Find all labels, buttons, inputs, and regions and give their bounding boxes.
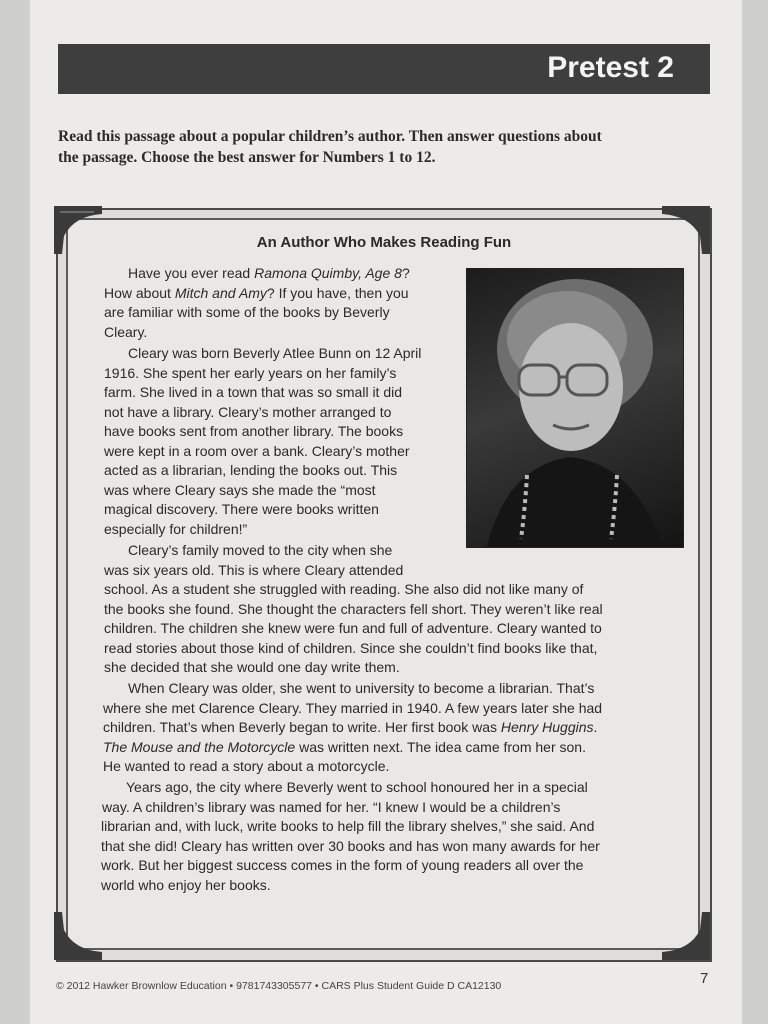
- article-line: [104, 284, 409, 303]
- article-line: [103, 699, 602, 718]
- text-segment: world who enjoy her books.: [101, 876, 271, 893]
- book-title-italic: Henry Huggins: [500, 719, 594, 735]
- footer-page-number: 7: [700, 970, 709, 987]
- text-segment: farm. She lived in a town that was so small it did: [104, 384, 403, 400]
- text-segment: Have you ever read: [128, 265, 255, 281]
- article-line: [128, 344, 421, 363]
- article-line: [104, 658, 400, 677]
- text-segment: way. A children’s library was named for her. “I knew I would be a children’s: [102, 798, 561, 815]
- text-segment: that she did! Cleary has written over 30 books and has won many awards for her: [101, 837, 600, 854]
- article-line: [104, 383, 402, 402]
- article-line: [128, 264, 410, 283]
- text-segment: children. That’s when Beverly began to write. Her first book was: [103, 719, 501, 735]
- text-segment: work. But her biggest success comes in the form of young readers all over the: [101, 857, 584, 873]
- text-segment: He wanted to read a story about a motorcycle.: [103, 758, 390, 774]
- article-line: [128, 679, 594, 698]
- article-line: [128, 541, 392, 560]
- article-line: [104, 639, 597, 658]
- text-segment: 1916. She spent her early years on her family’s: [104, 364, 397, 381]
- text-segment: Years ago, the city where Beverly went to school honoured her in a special: [126, 779, 588, 795]
- book-title-italic: Ramona Quimby, Age 8: [254, 265, 402, 281]
- article-line: [101, 856, 583, 875]
- article-line: [102, 798, 560, 817]
- book-title-italic: Mitch and Amy: [174, 284, 267, 301]
- text-segment: magical discovery. There were books written: [104, 501, 379, 517]
- text-segment: she decided that she would one day write them.: [104, 659, 400, 675]
- text-segment: librarian and, with luck, write books to help fill the library shelves,” she said. And: [101, 818, 595, 834]
- article-line: [103, 757, 389, 776]
- text-segment: school. As a student she struggled with reading. She also did not like many of: [104, 581, 584, 597]
- text-segment: were kept in a room over a bank. Cleary’s mother: [104, 442, 410, 459]
- instructions-line-2: the passage. Choose the best answer for Numbers 1 to 12.: [58, 149, 436, 166]
- corner-ornament-bottom-left: [54, 912, 102, 960]
- article-line: [104, 422, 403, 441]
- text-segment: the books she found. She thought the characters fell short. They weren’t like real: [104, 600, 603, 617]
- text-segment: are familiar with some of the books by Beverly: [104, 304, 390, 320]
- pretest-title: Pretest 2: [547, 51, 674, 84]
- instructions-line-1: Read this passage about a popular children’s author. Then answer questions about: [58, 128, 602, 145]
- text-segment: have books sent from another library. The books: [104, 423, 404, 439]
- corner-ornament-bottom-right: [662, 912, 710, 960]
- author-portrait-photo: [466, 268, 684, 548]
- article-line: [101, 837, 600, 856]
- article-line: [104, 442, 410, 461]
- text-segment: Cleary was born Beverly Atlee Bunn on 12 April: [128, 345, 422, 361]
- article-line: [104, 600, 603, 619]
- article-line: [103, 738, 586, 757]
- text-segment: .: [593, 719, 598, 735]
- article-line: [104, 580, 583, 599]
- text-segment: was six years old. This is where Cleary attended: [104, 561, 404, 578]
- article-line: [101, 876, 271, 895]
- footer-copyright: © 2012 Hawker Brownlow Education • 9781743305577 • CARS Plus Student Guide D CA12130: [56, 980, 502, 992]
- pretest-header-bar: [58, 44, 710, 94]
- article-line: [103, 718, 597, 737]
- article-title: An Author Who Makes Reading Fun: [256, 234, 512, 251]
- text-segment: How about: [104, 284, 175, 301]
- text-segment: Cleary’s family moved to the city when she: [128, 542, 393, 558]
- article-line: [104, 561, 403, 580]
- text-segment: not have a library. Cleary’s mother arranged to: [104, 403, 392, 420]
- text-segment: children. The children she knew were fun and full of adventure. Cleary wanted to: [104, 620, 602, 636]
- article-line: [104, 520, 247, 539]
- text-segment: Cleary.: [104, 323, 148, 340]
- article-line: [104, 364, 396, 383]
- article-line: [104, 303, 390, 322]
- article-line: [126, 778, 588, 797]
- article-line: [101, 817, 594, 836]
- article-line: [104, 403, 391, 422]
- text-segment: where she met Clarence Cleary. They married in 1940. A few years later she had: [103, 699, 603, 716]
- article-line: [104, 619, 602, 638]
- text-segment: ?: [401, 265, 410, 281]
- text-segment: acted as a librarian, lending the books out. This: [104, 462, 398, 478]
- text-segment: ? If you have, then you: [266, 284, 409, 301]
- text-segment: read stories about those kind of children. Since she couldn’t find books like that,: [104, 639, 598, 656]
- text-segment: especially for children!”: [104, 520, 248, 537]
- text-segment: When Cleary was older, she went to university to become a librarian. That’s: [128, 680, 595, 696]
- article-line: [104, 323, 147, 342]
- instructions: [58, 126, 718, 168]
- article-line: [104, 500, 379, 519]
- text-segment: was where Cleary says she made the “most: [104, 481, 376, 498]
- text-segment: was written next. The idea came from her son.: [295, 738, 586, 755]
- article-line: [104, 461, 397, 480]
- article-line: [104, 481, 376, 500]
- book-title-italic: The Mouse and the Motorcycle: [103, 738, 296, 755]
